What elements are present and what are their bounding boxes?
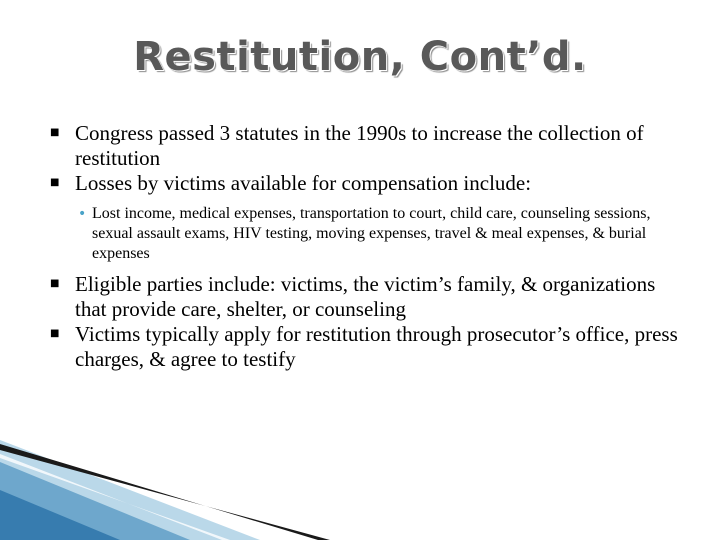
- bullet-item: [50, 171, 690, 196]
- bullet-item: [50, 121, 690, 171]
- bullet-text: Eligible parties include: victims, the victim’s family, & organizations that provide care, shelter, or counseling: [75, 272, 656, 321]
- bullet-item: [50, 322, 690, 372]
- sub-bullet-item: [78, 204, 690, 264]
- bullet-item: [50, 272, 690, 322]
- slide-title: Restitution, Cont’d.: [133, 34, 587, 80]
- bullet-icon: ■: [50, 177, 60, 188]
- bullet-text: Victims typically apply for restitution through prosecutor’s office, press charges, & agree to testify: [75, 322, 678, 371]
- bullet-icon: ■: [50, 328, 60, 339]
- bullet-text: Losses by victims available for compensation include:: [75, 171, 532, 195]
- dot-icon: •: [78, 206, 87, 222]
- bullet-list: [50, 121, 690, 372]
- bullet-text: Congress passed 3 statutes in the 1990s to increase the collection of restitution: [75, 121, 644, 170]
- sub-bullet-text: Lost income, medical expenses, transportation to court, child care, counseling sessions, sexual assault exams, HIV testing, moving expenses, travel & meal expenses, & burial expenses: [92, 205, 651, 262]
- bullet-icon: ■: [50, 278, 60, 289]
- bullet-icon: ■: [50, 127, 60, 138]
- corner-decoration: [0, 440, 720, 540]
